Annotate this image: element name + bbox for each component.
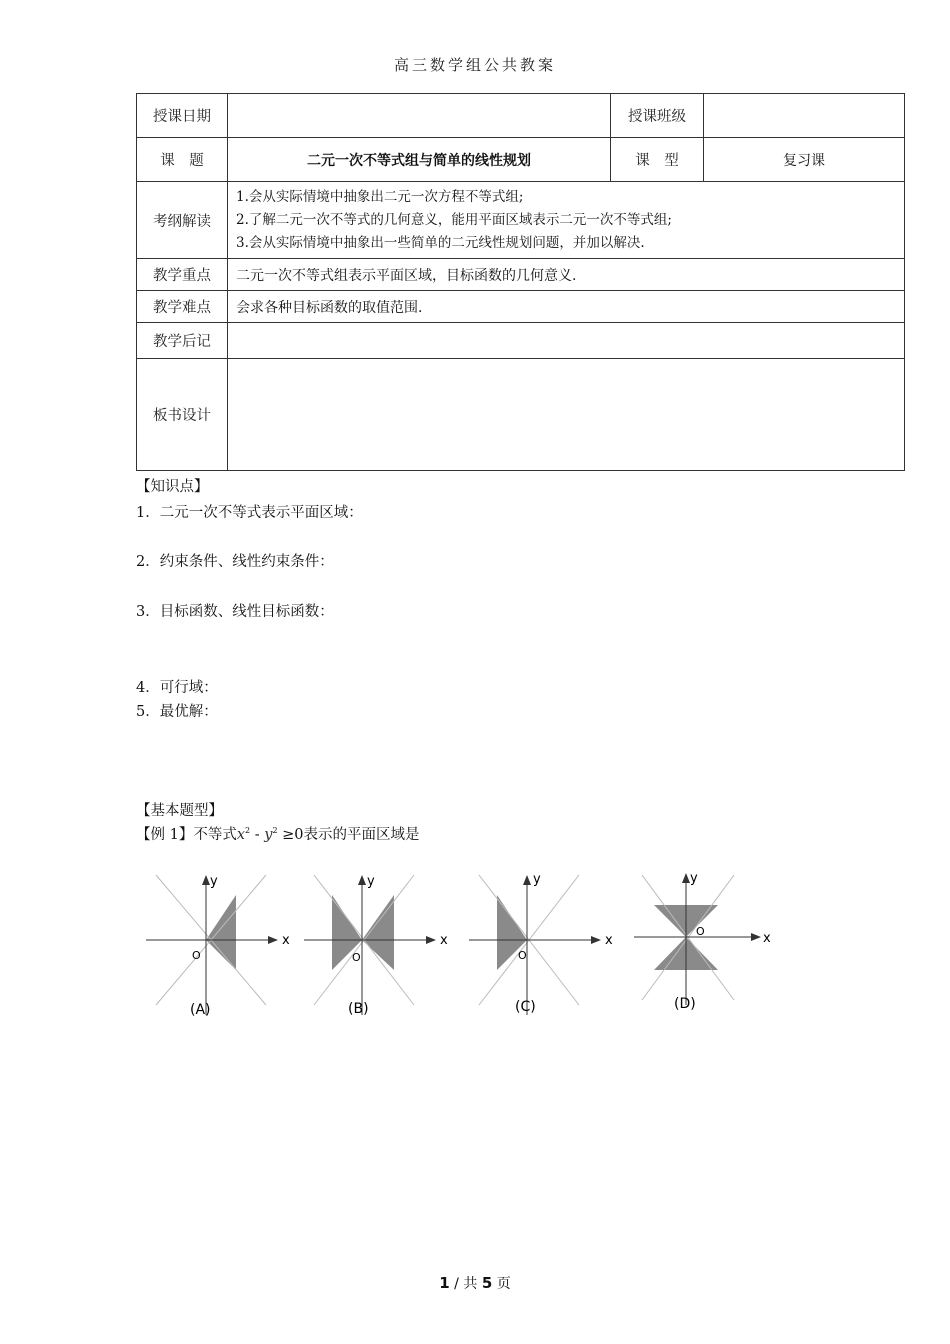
y-axis-label: y (210, 874, 218, 889)
knowledge-item: 1．二元一次不等式表示平面区域： (136, 505, 363, 521)
example-1 (136, 823, 420, 844)
x-axis-arrow-icon (751, 933, 761, 941)
relation: ≥0 (277, 827, 304, 843)
topic-value: 二元一次不等式组与简单的线性规划 (228, 138, 611, 182)
y-axis-arrow-icon (523, 875, 531, 885)
syllabus-content (228, 182, 905, 259)
notes-label: 教学后记 (137, 323, 228, 359)
minus-sign: - (250, 827, 265, 843)
syllabus-item: 1.会从实际情境中抽象出二元一次方程不等式组; (236, 188, 524, 205)
page-total: 5 (481, 1274, 493, 1292)
exponent: 2 (272, 826, 278, 836)
knowledge-item: 5．最优解： (136, 704, 218, 720)
x-axis-label: x (605, 933, 613, 948)
figure-caption: (C) (515, 999, 536, 1015)
var-y: y (264, 827, 273, 843)
origin-label: O (352, 951, 361, 964)
class-value[interactable] (704, 94, 905, 138)
table-row (137, 291, 905, 323)
figure-a-plot (146, 865, 296, 1025)
page-sep: / 共 (449, 1276, 482, 1292)
topic-label: 课 题 (137, 138, 228, 182)
table-row (137, 138, 905, 182)
notes-value[interactable] (228, 323, 905, 359)
lesson-plan-table (136, 93, 905, 471)
focus-value: 二元一次不等式组表示平面区域，目标函数的几何意义. (228, 259, 905, 291)
table-row (137, 182, 905, 259)
figure-caption: (A) (190, 1002, 211, 1018)
origin-label: O (192, 949, 201, 962)
table-row (137, 94, 905, 138)
y-axis-label: y (367, 874, 375, 889)
knowledge-item: 4．可行域： (136, 680, 218, 696)
x-axis-arrow-icon (426, 936, 436, 944)
figure-caption: (D) (674, 996, 696, 1012)
type-label: 课 型 (611, 138, 704, 182)
table-row (137, 323, 905, 359)
example-pre: 不等式 (193, 827, 237, 843)
class-label: 授课班级 (611, 94, 704, 138)
x-axis-label: x (763, 931, 771, 946)
table-row (137, 259, 905, 291)
difficulty-label: 教学难点 (137, 291, 228, 323)
y-axis-arrow-icon (358, 875, 366, 885)
basic-heading: 【基本题型】 (136, 803, 223, 819)
figure-a[interactable] (146, 865, 296, 1029)
page-suffix: 页 (492, 1276, 511, 1292)
knowledge-heading: 【知识点】 (136, 479, 209, 495)
example-post: 表示的平面区域是 (303, 827, 420, 843)
figure-c-plot (469, 865, 619, 1025)
var-x: x (236, 827, 246, 843)
figure-d-plot (634, 865, 784, 1025)
x-axis-label: x (440, 933, 448, 948)
page-number: 1 (439, 1274, 450, 1292)
knowledge-item: 3．目标函数、线性目标函数： (136, 604, 334, 620)
page-footer (0, 1273, 950, 1293)
figure-caption: (B) (348, 1001, 369, 1017)
origin-label: O (696, 925, 705, 938)
x-axis-label: x (282, 933, 290, 948)
board-value[interactable] (228, 359, 905, 471)
table-row (137, 359, 905, 471)
date-value[interactable] (228, 94, 611, 138)
y-axis-arrow-icon (202, 875, 210, 885)
origin-label: O (518, 949, 527, 962)
figure-b[interactable] (304, 865, 454, 1029)
x-axis-arrow-icon (591, 936, 601, 944)
x-axis-arrow-icon (268, 936, 278, 944)
shaded-region (206, 895, 236, 970)
y-axis-label: y (533, 872, 541, 887)
example-label: 【例 1】 (136, 827, 194, 843)
focus-label: 教学重点 (137, 259, 228, 291)
figure-c[interactable] (469, 865, 619, 1029)
page-header-title: 高三数学组公共教案 (393, 56, 556, 74)
figure-b-plot (304, 865, 454, 1025)
y-axis-arrow-icon (682, 873, 690, 883)
type-value: 复习课 (704, 138, 905, 182)
date-label: 授课日期 (137, 94, 228, 138)
difficulty-value: 会求各种目标函数的取值范围. (228, 291, 905, 323)
syllabus-label: 考纲解读 (137, 182, 228, 259)
figure-d[interactable] (634, 865, 784, 1029)
exponent: 2 (245, 826, 251, 836)
syllabus-item: 3.会从实际情境中抽象出一些简单的二元线性规划问题，并加以解决. (236, 234, 645, 251)
board-label: 板书设计 (137, 359, 228, 471)
y-axis-label: y (690, 871, 698, 886)
syllabus-item: 2.了解二元一次不等式的几何意义，能用平面区域表示二元一次不等式组; (236, 211, 672, 228)
knowledge-item: 2．约束条件、线性约束条件： (136, 554, 334, 570)
